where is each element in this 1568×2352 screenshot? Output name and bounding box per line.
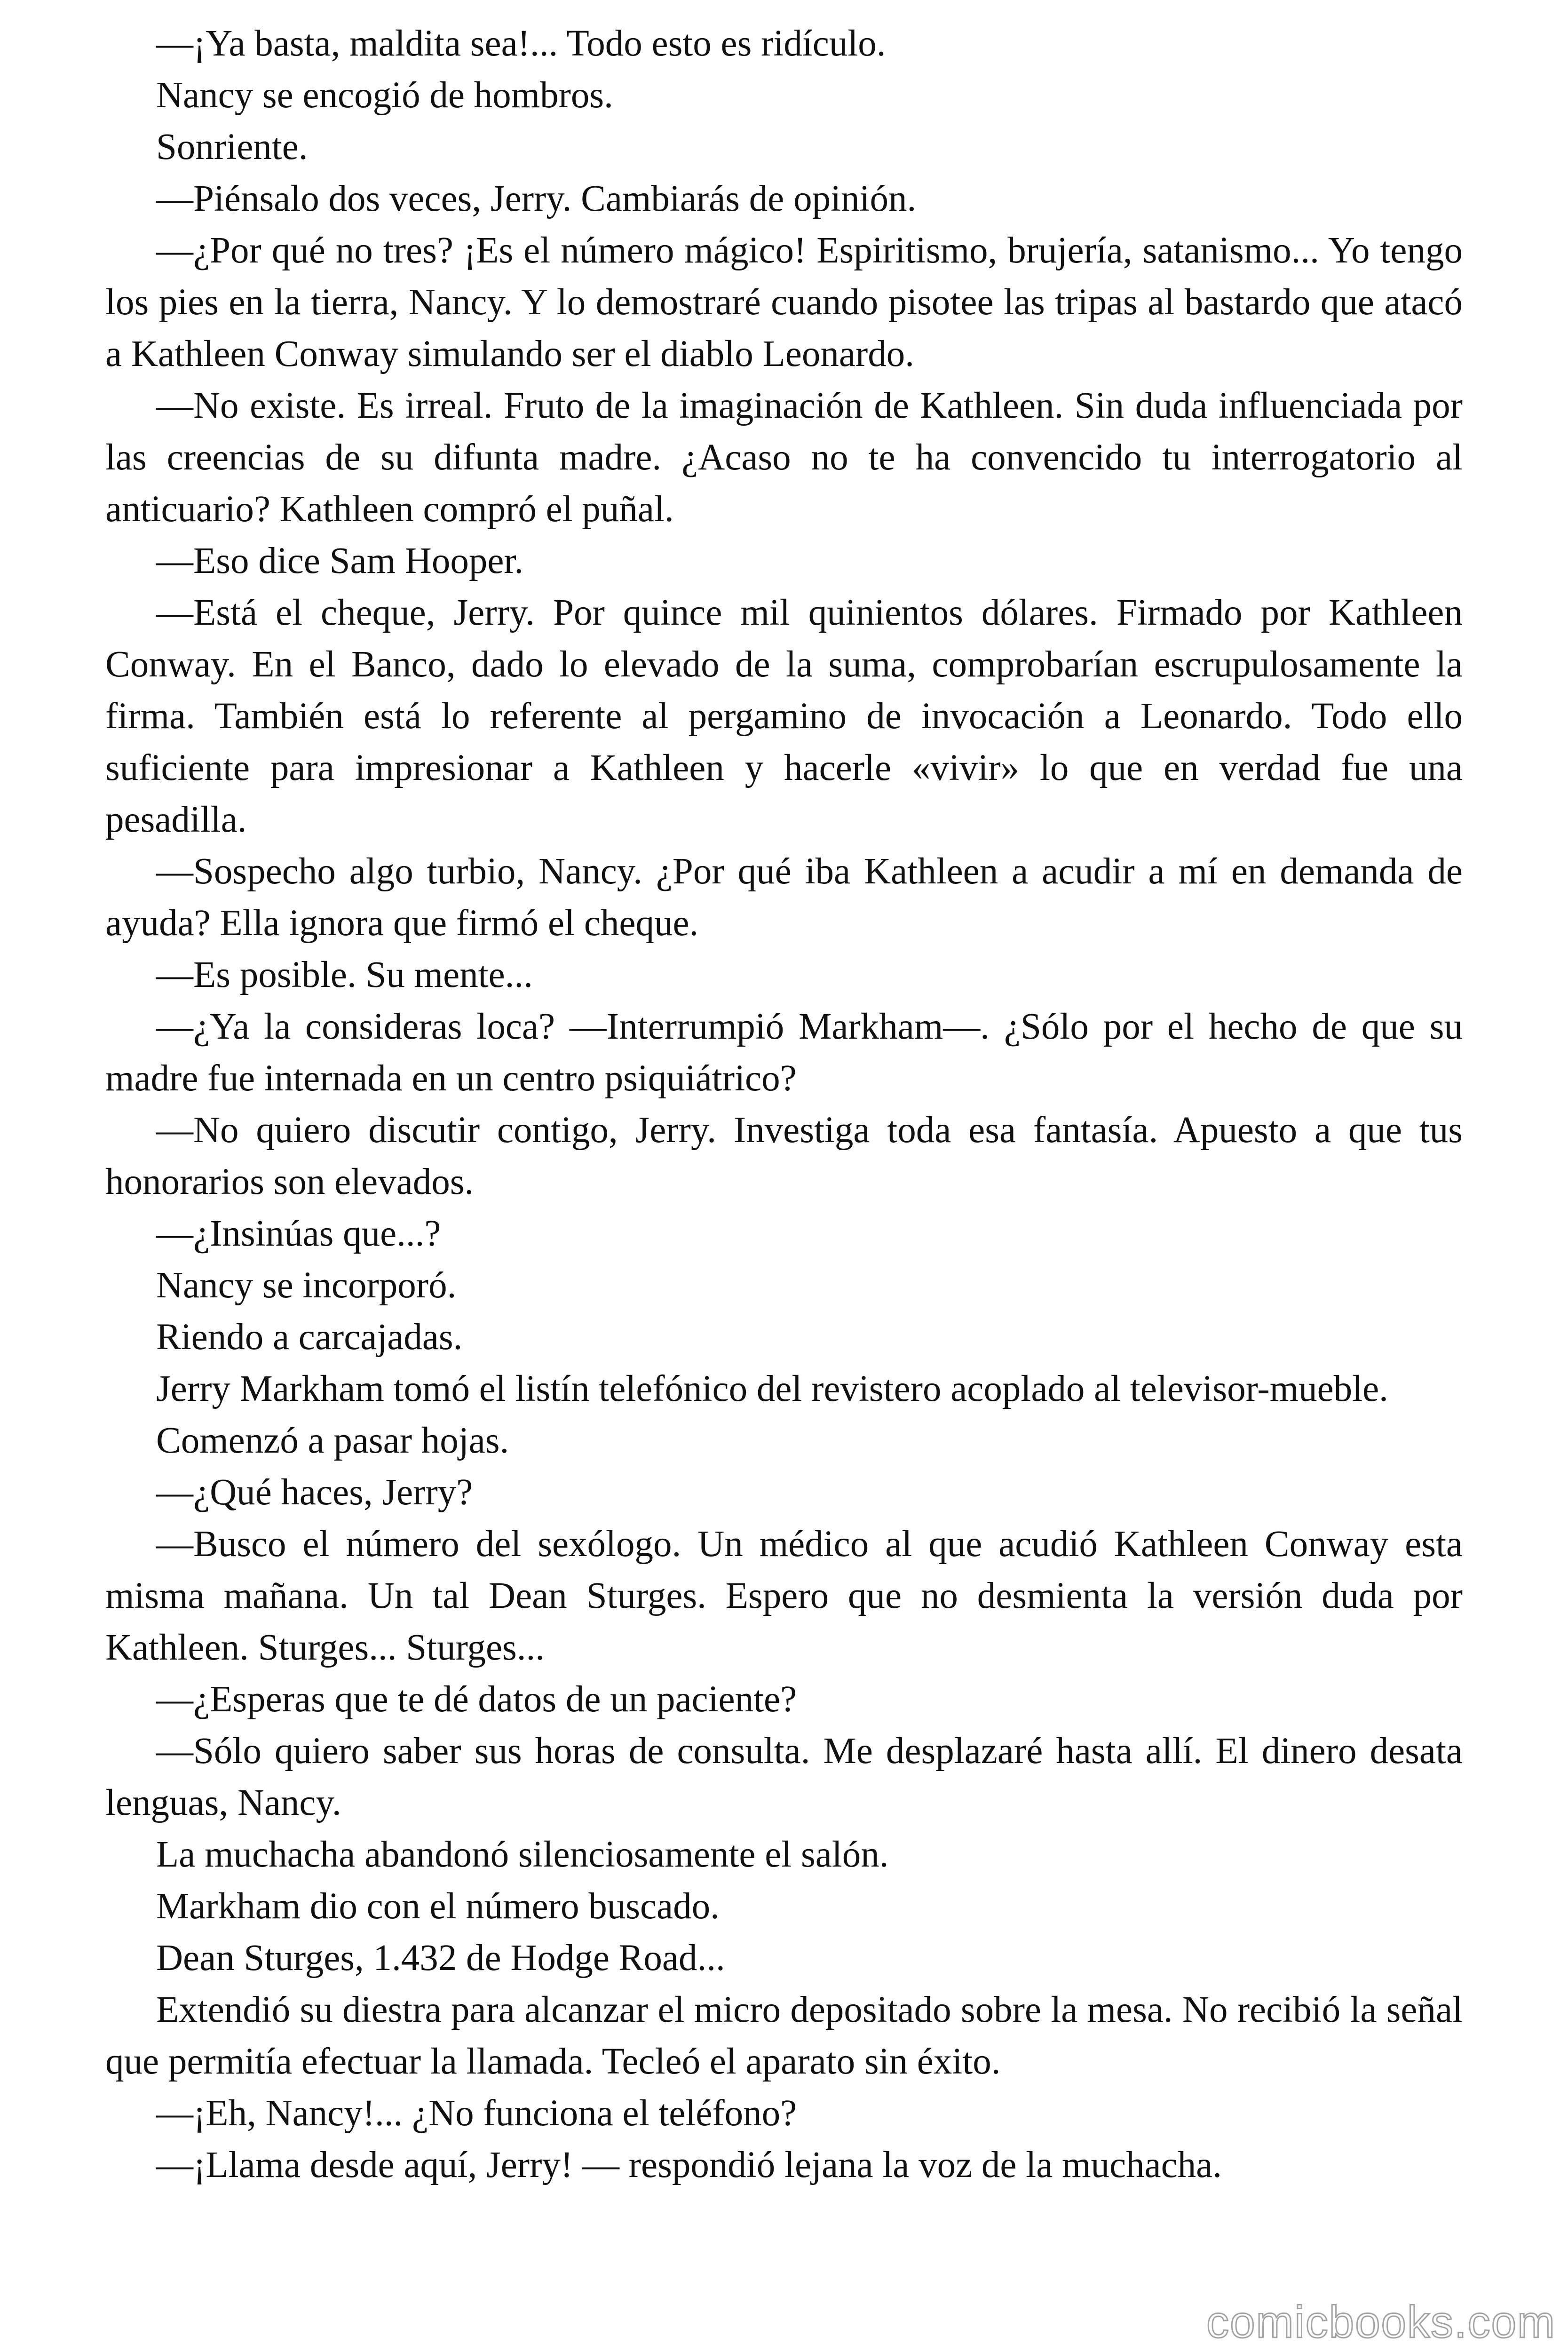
paragraph: Jerry Markham tomó el listín telefónico del revistero acoplado al televisor-mueble. bbox=[156, 1368, 1388, 1409]
paragraph: —Sospecho algo turbio, Nancy. ¿Por qué iba Kathleen a acudir a mí en demanda de ayuda? Ella ignora que firmó el cheque. bbox=[105, 851, 1463, 944]
paragraph: —¿Qué haces, Jerry? bbox=[156, 1472, 473, 1513]
paragraph: —Piénsalo dos veces, Jerry. Cambiarás de opinión. bbox=[156, 178, 917, 219]
paragraph: —¡Eh, Nancy!... ¿No funciona el teléfono? bbox=[156, 2093, 797, 2134]
paragraph: —¡Ya basta, maldita sea!... Todo esto es ridículo. bbox=[156, 23, 886, 64]
paragraph: —No existe. Es irreal. Fruto de la imaginación de Kathleen. Sin duda influenciada por las creencias de su difunta madre. ¿Acaso no te ha convencido tu interrogatorio al anticuario? Kathleen compró el puñal. bbox=[105, 385, 1463, 530]
paragraph: —Eso dice Sam Hooper. bbox=[156, 540, 524, 581]
paragraph: —Es posible. Su mente... bbox=[156, 954, 533, 995]
paragraph: —No quiero discutir contigo, Jerry. Investiga toda esa fantasía. Apuesto a que tus honorarios son elevados. bbox=[105, 1110, 1463, 1202]
paragraph: Riendo a carcajadas. bbox=[156, 1317, 463, 1358]
paragraph: Sonriente. bbox=[156, 127, 308, 167]
page-body bbox=[105, 18, 1463, 2191]
paragraph: —¡Llama desde aquí, Jerry! — respondió lejana la voz de la muchacha. bbox=[156, 2145, 1222, 2185]
paragraph: —¿Esperas que te dé datos de un paciente? bbox=[156, 1679, 797, 1720]
paragraph: —Está el cheque, Jerry. Por quince mil quinientos dólares. Firmado por Kathleen Conway. En el Banco, dado lo elevado de la suma, comprobarían escrupulosamente la firma. También está lo referente al pergamino de invocación a Leonardo. Todo ello suficiente para impresionar a Kathleen y hacerle «vivir» lo que en verdad fue una pesadilla. bbox=[105, 592, 1463, 840]
paragraph: Nancy se incorporó. bbox=[156, 1265, 457, 1306]
paragraph: Dean Sturges, 1.432 de Hodge Road... bbox=[156, 1938, 725, 1979]
paragraph: La muchacha abandonó silenciosamente el salón. bbox=[156, 1834, 889, 1875]
paragraph: —¿Ya la consideras loca? —Interrumpió Markham—. ¿Sólo por el hecho de que su madre fue internada en un centro psiquiátrico? bbox=[105, 1006, 1463, 1099]
paragraph: —¿Insinúas que...? bbox=[156, 1213, 441, 1254]
watermark: comicbooks.com bbox=[1206, 2297, 1556, 2347]
paragraph: —Sólo quiero saber sus horas de consulta. Me desplazaré hasta allí. El dinero desata lenguas, Nancy. bbox=[105, 1731, 1463, 1823]
paragraph: Extendió su diestra para alcanzar el micro depositado sobre la mesa. No recibió la señal que permitía efectuar la llamada. Tecleó el aparato sin éxito. bbox=[105, 1989, 1463, 2082]
paragraph: —Busco el número del sexólogo. Un médico al que acudió Kathleen Conway esta misma mañana. Un tal Dean Sturges. Espero que no desmienta la versión duda por Kathleen. Sturges... Sturges... bbox=[105, 1524, 1463, 1668]
paragraph: —¿Por qué no tres? ¡Es el número mágico! Espiritismo, brujería, satanismo... Yo tengo los pies en la tierra, Nancy. Y lo demostraré cuando pisotee las tripas al bastardo que atacó a Kathleen Conway simulando ser el diablo Leonardo. bbox=[105, 230, 1463, 374]
paragraph: Nancy se encogió de hombros. bbox=[156, 75, 613, 116]
paragraph: Markham dio con el número buscado. bbox=[156, 1886, 720, 1927]
paragraph: Comenzó a pasar hojas. bbox=[156, 1420, 509, 1461]
